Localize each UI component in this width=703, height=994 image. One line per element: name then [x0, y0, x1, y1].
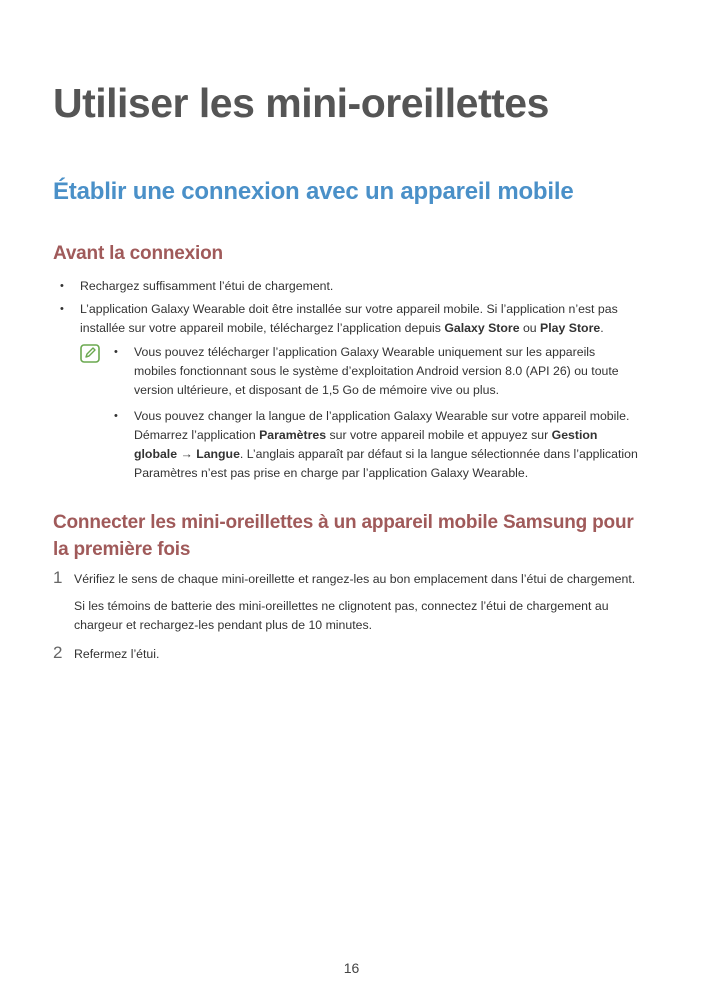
subsection-title-connect-first-time: Connecter les mini-oreillettes à un appareil mobile Samsung pour la première fois — [53, 512, 634, 560]
bullet-text: Rechargez suffisamment l’étui de chargement. — [80, 279, 334, 293]
note-text: Vous pouvez changer la langue de l’application Galaxy Wearable sur votre appareil mobile. Démarrez l’application — [134, 409, 630, 442]
bullet-text: ou — [519, 321, 541, 335]
note-pencil-icon — [80, 344, 100, 363]
arrow-glyph: → — [177, 447, 197, 461]
note-list — [114, 343, 640, 490]
page-number: 16 — [343, 960, 360, 976]
bold-term-play-store: Play Store — [540, 321, 601, 335]
list-item — [60, 277, 630, 296]
bullet-icon: • — [60, 280, 64, 292]
step-text: Refermez l’étui. — [74, 647, 160, 661]
step-item — [53, 645, 653, 664]
bullet-text: L’application Galaxy Wearable doit être installée sur votre appareil mobile. Si l’application n’est pas installée sur votre appareil mobile, téléchargez l’application depuis — [80, 302, 618, 335]
note-text: Vous pouvez télécharger l’application Galaxy Wearable uniquement sur les appareils mobiles fonctionnant sous le système d’exploitation Android version 8.0 (API 26) ou toute version ultérieure, et disposant de 1,5 Go de mémoire vive ou plus. — [134, 345, 619, 397]
page-title: Utiliser les mini-oreillettes — [53, 80, 549, 126]
step-number: 2 — [53, 643, 63, 662]
note-item — [114, 407, 640, 483]
subsection-title-before-connection: Avant la connexion — [53, 243, 223, 264]
step-list — [53, 570, 653, 674]
step-text: Vérifiez le sens de chaque mini-oreillette et rangez-les au bon emplacement dans l’étui de chargement. — [74, 572, 636, 586]
bullet-icon: • — [114, 346, 118, 358]
bullet-icon: • — [114, 410, 118, 422]
bold-term-galaxy-store: Galaxy Store — [444, 321, 520, 335]
prerequisite-list — [60, 277, 630, 342]
note-text: . L’anglais apparaît par défaut si la langue sélectionnée dans l’application Paramètres n’est pas prise en charge par l’application Galaxy Wearable. — [134, 447, 638, 480]
bullet-icon: • — [60, 303, 64, 315]
list-item — [60, 300, 630, 338]
note-item — [114, 343, 640, 400]
step-item — [53, 570, 653, 635]
note-text: sur votre appareil mobile et appuyez sur — [326, 428, 552, 442]
bold-term-parametres: Paramètres — [259, 428, 327, 442]
bold-term-gestion-globale: Gestion globale — [134, 428, 598, 461]
section-title: Établir une connexion avec un appareil mobile — [53, 178, 574, 205]
step-number: 1 — [53, 568, 63, 587]
bullet-text: . — [600, 321, 604, 335]
bold-term-langue: Langue — [196, 447, 240, 461]
step-subtext: Si les témoins de batterie des mini-oreillettes ne clignotent pas, connectez l’étui de chargement au chargeur et rechargez-les pendant plus de 10 minutes. — [74, 599, 609, 632]
